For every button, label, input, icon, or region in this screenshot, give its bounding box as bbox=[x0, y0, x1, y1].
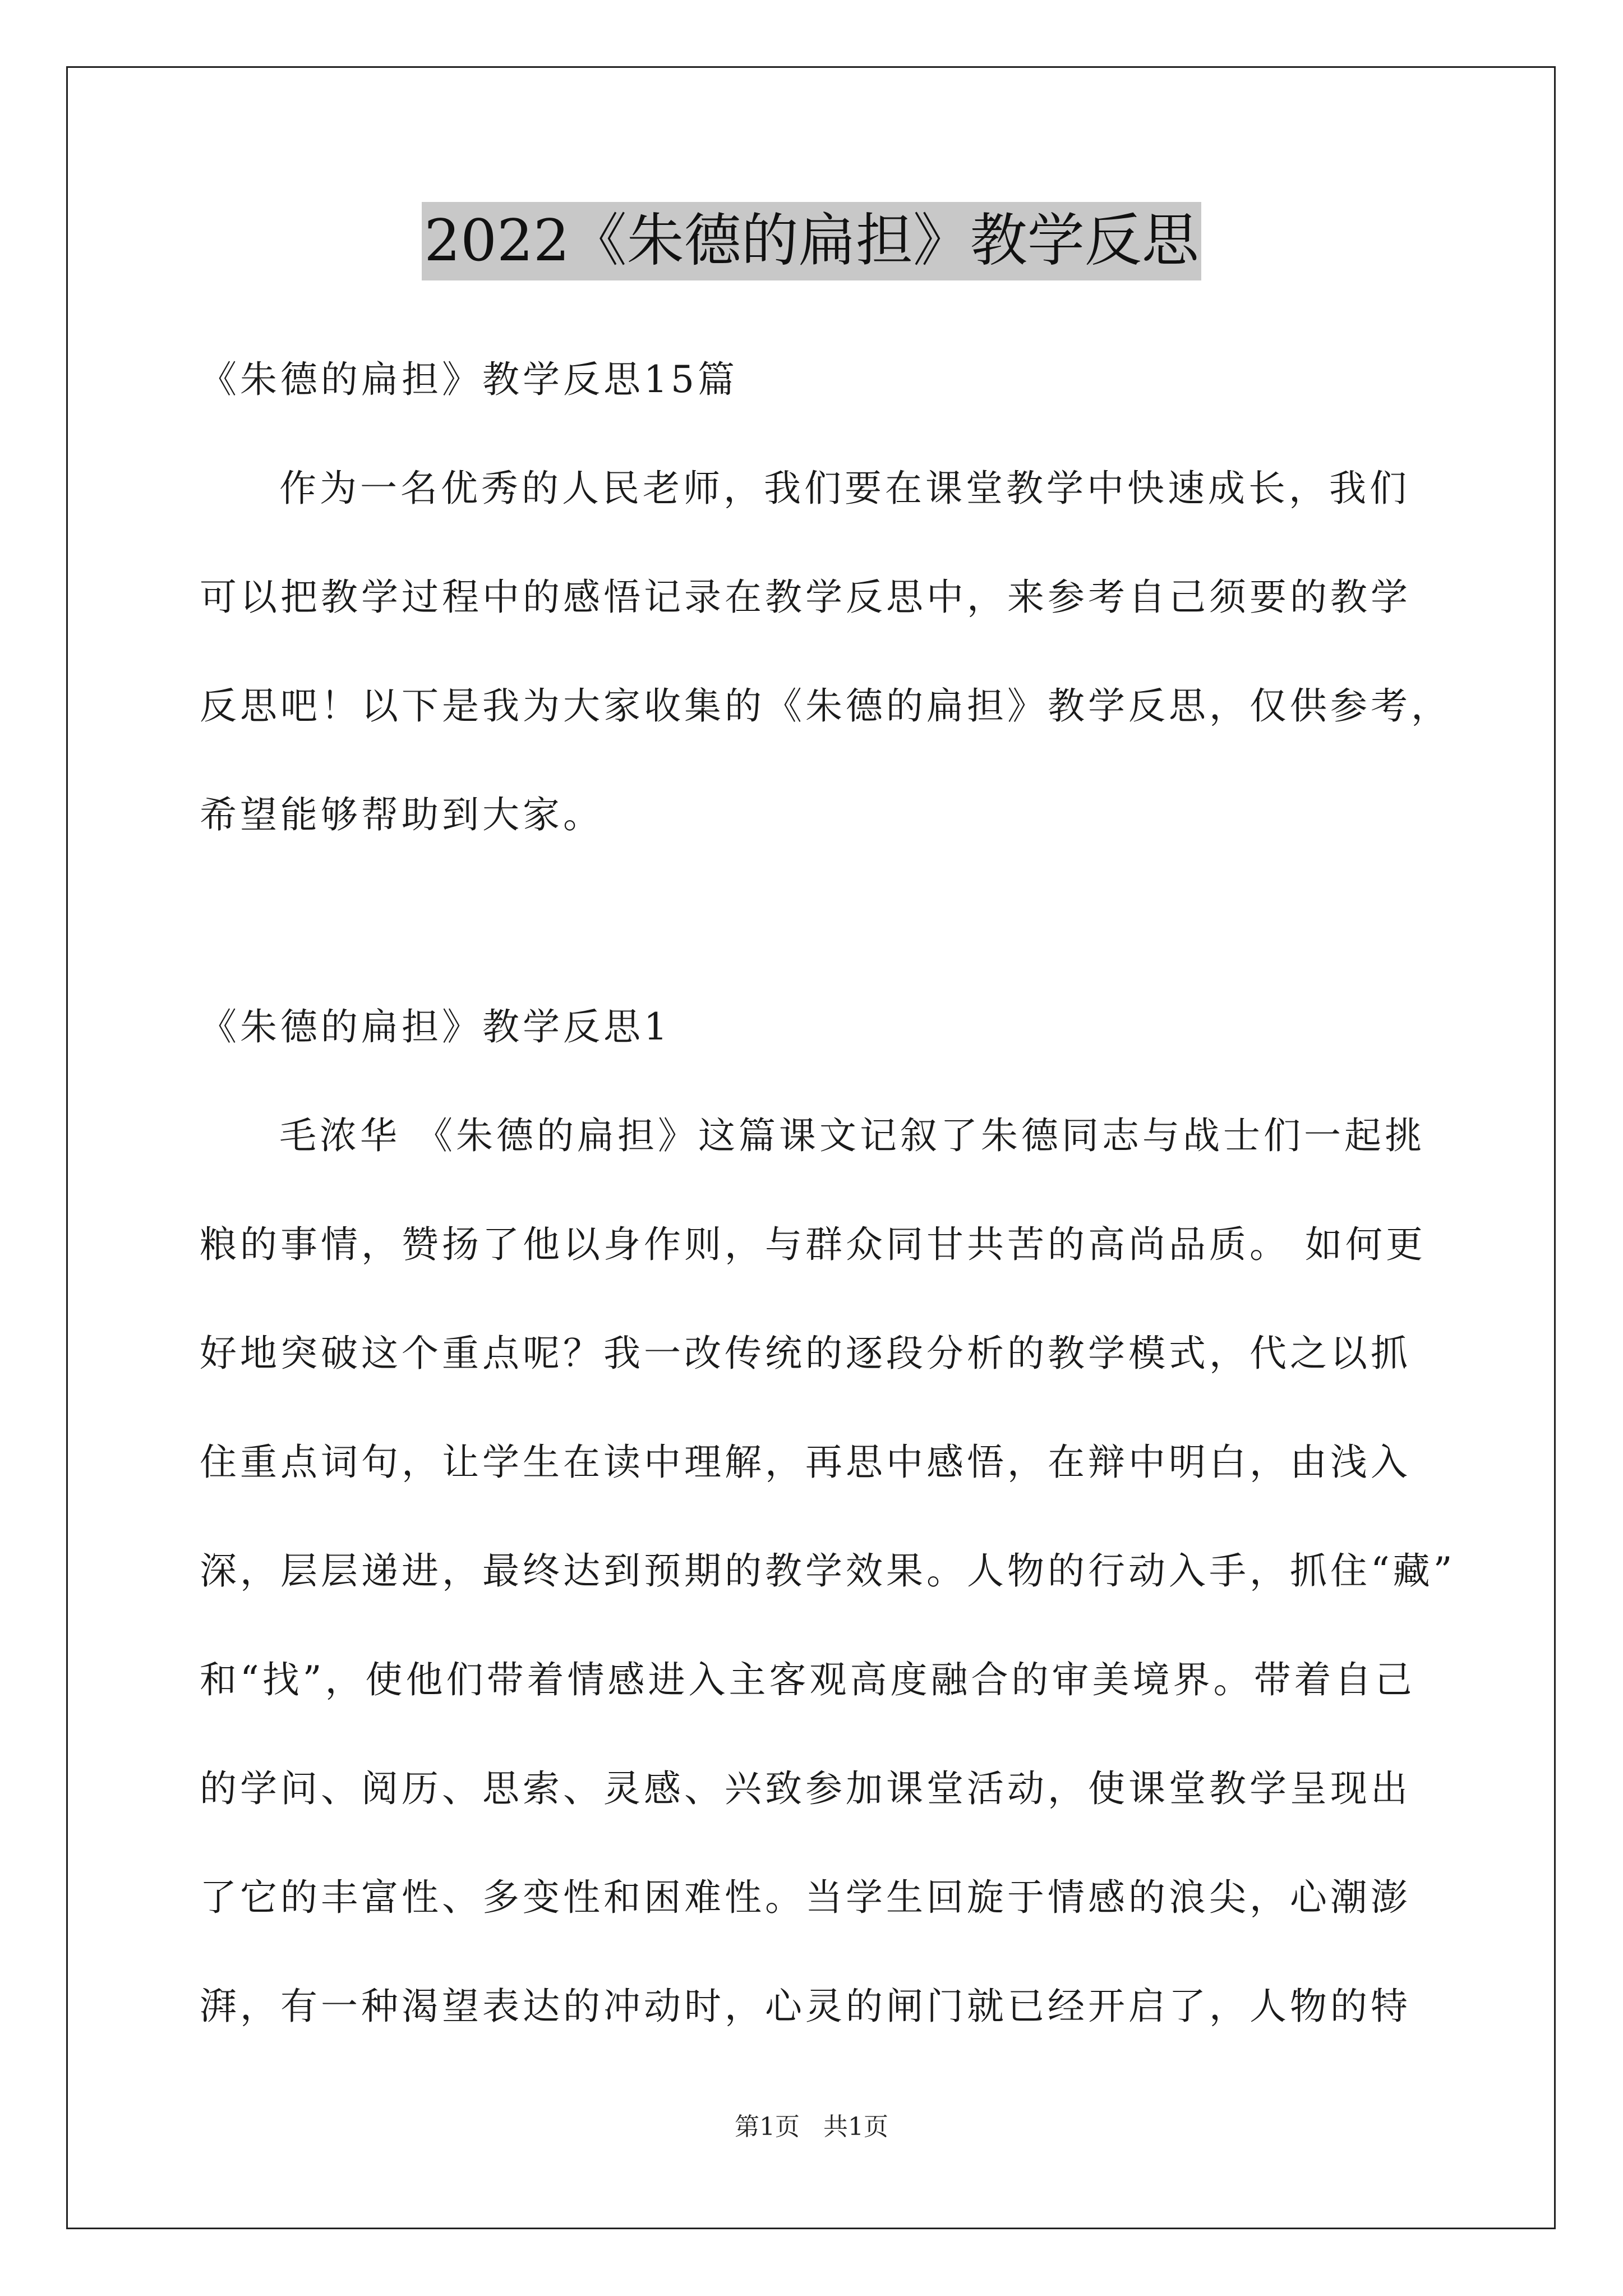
intro-line: 可以把教学过程中的感悟记录在教学反思中，来参考自己须要的教学 bbox=[200, 576, 1411, 619]
body-line: 粮的事情，赞扬了他以身作则，与群众同甘共苦的高尚品质。 如何更 bbox=[200, 1223, 1426, 1266]
intro-line: 作为一名优秀的人民老师，我们要在课堂教学中快速成长，我们 bbox=[279, 467, 1410, 510]
body-line: 好地突破这个重点呢？我一改传统的逐段分析的教学模式，代之以抓 bbox=[200, 1332, 1411, 1375]
intro-line: 反思吧！以下是我为大家收集的《朱德的扁担》教学反思，仅供参考， bbox=[200, 684, 1451, 728]
page-footer: 第1页 共1页 bbox=[735, 2113, 888, 2141]
intro-line: 希望能够帮助到大家。 bbox=[200, 793, 603, 836]
body-line: 湃，有一种渴望表达的冲动时，心灵的闸门就已经开启了，人物的特 bbox=[200, 1985, 1411, 2028]
document-title: 2022《朱德的扁担》教学反思 bbox=[422, 202, 1201, 280]
body-line: 的学问、阅历、思索、灵感、兴致参加课堂活动，使课堂教学呈现出 bbox=[200, 1767, 1411, 1810]
body-line: 毛浓华 《朱德的扁担》这篇课文记叙了朱德同志与战士们一起挑 bbox=[279, 1114, 1425, 1157]
body-line: 和“找”，使他们带着情感进入主客观高度融合的审美境界。带着自己 bbox=[200, 1658, 1415, 1701]
body-line: 深，层层递进，最终达到预期的教学效果。人物的行动入手，抓住“藏” bbox=[200, 1549, 1456, 1593]
document-subtitle: 《朱德的扁担》教学反思15篇 bbox=[200, 358, 738, 401]
section-heading: 《朱德的扁担》教学反思1 bbox=[200, 1005, 671, 1048]
title-container bbox=[0, 202, 1623, 280]
body-line: 了它的丰富性、多变性和困难性。当学生回旋于情感的浪尖，心潮澎 bbox=[200, 1876, 1411, 1919]
body-line: 住重点词句，让学生在读中理解，再思中感悟，在辩中明白，由浅入 bbox=[200, 1441, 1411, 1484]
